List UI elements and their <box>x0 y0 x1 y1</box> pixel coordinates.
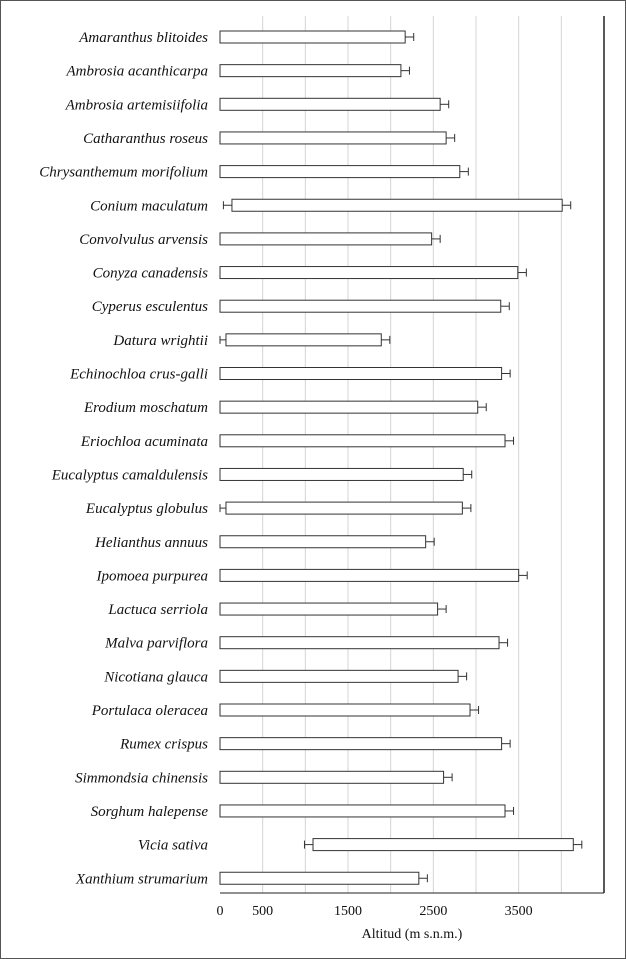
x-tick-label: 1500 <box>334 904 362 919</box>
bar <box>220 771 444 783</box>
category-label: Eriochloa acuminata <box>80 433 208 450</box>
category-label: Lactuca serriola <box>108 602 208 619</box>
category-label: Chrysanthemum morifolium <box>39 164 208 181</box>
category-label: Amaranthus blitoides <box>79 30 208 46</box>
bar <box>220 805 505 817</box>
bar <box>220 132 446 144</box>
bar <box>220 603 438 615</box>
category-label: Simmondsia chinensis <box>75 770 208 787</box>
bar <box>220 166 460 178</box>
bar <box>220 233 432 245</box>
category-label: Conium maculatum <box>90 198 208 215</box>
bar <box>220 637 499 649</box>
category-label: Ambrosia artemisiifolia <box>65 97 208 114</box>
category-label: Portulaca oleracea <box>91 703 208 719</box>
category-label: Eucalyptus camaldulensis <box>51 467 208 484</box>
category-label: Malva parviflora <box>105 635 208 652</box>
bar <box>232 199 562 211</box>
bar <box>220 738 502 750</box>
category-label: Cyperus esculentus <box>91 299 208 316</box>
category-label: Erodium moschatum <box>83 400 208 417</box>
bar <box>220 368 502 380</box>
bar <box>220 31 405 43</box>
x-tick-labels <box>217 904 533 919</box>
category-label: Conyza canadensis <box>92 265 208 282</box>
bar <box>220 872 419 884</box>
bar <box>220 435 505 447</box>
x-tick-label: 0 <box>216 904 224 919</box>
category-label: Eucalyptus globulus <box>85 501 208 518</box>
bars-group <box>220 31 582 884</box>
bar <box>220 468 463 480</box>
x-axis-label: Altitud (m s.n.m.) <box>361 927 463 942</box>
axes-group <box>220 16 604 893</box>
category-label: Sorghum halepense <box>90 803 208 820</box>
category-label: Vicia sativa <box>137 837 208 854</box>
category-labels <box>39 30 208 887</box>
bar <box>220 536 426 548</box>
x-tick-label: 3500 <box>504 904 533 919</box>
bar <box>220 98 440 110</box>
category-label: Nicotiana glauca <box>104 669 208 686</box>
bar <box>220 300 501 312</box>
category-label: Rumex crispus <box>120 736 208 753</box>
category-label: Echinochloa crus-galli <box>70 366 208 383</box>
category-label: Xanthium strumarium <box>75 871 208 888</box>
category-label: Datura wrightii <box>113 332 208 349</box>
bar <box>220 267 518 279</box>
bar <box>226 502 462 514</box>
bar <box>220 65 401 77</box>
bar <box>220 670 458 682</box>
bar <box>313 839 573 851</box>
x-tick-label: 2500 <box>419 904 448 919</box>
category-label: Helianthus annuus <box>95 534 208 551</box>
bar <box>220 401 478 413</box>
category-label: Catharanthus roseus <box>83 130 208 147</box>
bar <box>220 569 519 581</box>
category-label: Ambrosia acanthicarpa <box>66 63 208 80</box>
category-label: Ipomoea purpurea <box>96 568 208 585</box>
bar <box>226 334 381 346</box>
category-label: Convolvulus arvensis <box>79 231 208 248</box>
grid-lines <box>263 16 562 893</box>
x-tick-label: 500 <box>252 904 274 919</box>
bar <box>220 704 470 716</box>
